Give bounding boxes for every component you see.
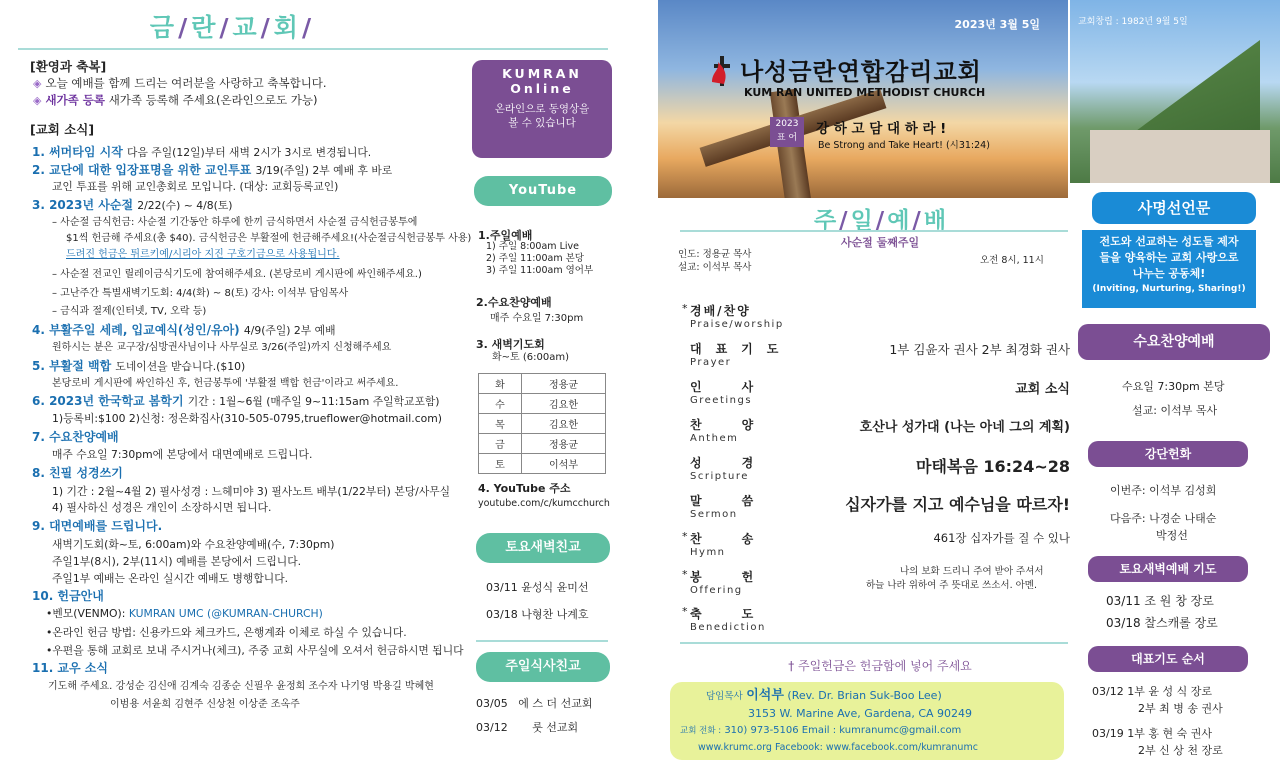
mission-text: 전도와 선교하는 성도들 제자들을 양육하는 교회 사랑으로 나누는 공동체! [1099, 235, 1239, 280]
news-item: 4. 부활주일 세례, 입교예식(성인/유아) 4/9(주일) 2부 예배 [32, 323, 336, 337]
altar-next: 다음주: 나경순 나태순 [1110, 512, 1217, 525]
news-sub: 4) 필사하신 성경은 개인이 소장하시면 됩니다. [52, 501, 272, 514]
youtube-button[interactable]: YouTube [474, 176, 612, 206]
news-sub: – 사순절 금식헌금: 사순절 기간동안 하루에 한끼 금식하면서 사순절 금식헌금봉투에 [52, 217, 418, 228]
left-column [0, 0, 472, 777]
wed-label: 수요찬양예배 [1078, 324, 1270, 360]
rep-item: 03/12 1부 윤 성 식 장로 [1092, 685, 1212, 698]
sunday-item: 1) 주일 8:00am Live [486, 241, 579, 252]
footer-pastor: 담임목사 이석부 (Rev. Dr. Brian Suk-Boo Lee) [706, 688, 942, 703]
table-row: 금 정용균 [479, 434, 606, 454]
news-item: 8. 친필 성경쓰기 [32, 466, 123, 480]
founded-date: 교회창립 : 1982년 9월 5일 [1078, 17, 1188, 27]
worship-time: 오전 8시, 11시 [980, 255, 1044, 266]
flame-cross-icon [710, 56, 734, 80]
news-sub: 주일1부 예배는 온라인 실시간 예배도 병행합니다. [52, 572, 289, 585]
sunday-item: 3) 주일 11:00am 영어부 [486, 265, 594, 276]
news-sub: – 금식과 절제(인터넷, TV, 오락 등) [52, 306, 207, 317]
worship-item: 인사 Greetings 교회 소식 [690, 380, 1070, 406]
motto-kr: 강 하 고 담 대 하 라 ! [816, 121, 947, 137]
news-item: 3. 2023년 사순절 2/22(수) ~ 4/8(토) [32, 198, 233, 212]
news-item: 11. 교우 소식 [32, 661, 108, 675]
news-sub: $1씩 헌금해 주세요(총 $40). 금식헌금은 부활절에 헌금해주세요!(사순절금식헌금봉투 사용) [66, 233, 472, 244]
wed-time: 매주 수요일 7:30pm [490, 313, 584, 324]
diamond-icon: ◈ [33, 77, 42, 90]
table-row: 수 김요한 [479, 394, 606, 414]
divider [476, 640, 608, 642]
news-item: 10. 헌금안내 [32, 589, 104, 603]
news-sub: 매주 수요일 7:30pm에 본당에서 대면예배로 드립니다. [52, 448, 313, 461]
sunday-meal-label: 주일식사친교 [476, 652, 610, 682]
yt-addr-title: 4. YouTube 주소 [478, 482, 571, 495]
worship-item: * 봉헌 Offering [682, 568, 794, 596]
news-sub-link[interactable]: 드려진 헌금은 튀르키예/시리아 지진 구호기금으로 사용됩니다. [66, 249, 340, 260]
worship-item: * 축도 Benediction [682, 605, 794, 633]
dawn-prayer-table [478, 373, 606, 474]
title-char: 회 [273, 13, 299, 42]
news-sub: 1) 기간 : 2월~4월 2) 필사성경 : 느헤미야 3) 필사노트 배부(1/22부터) 본당/사무실 [52, 485, 451, 498]
worship-item: 찬양 Anthem 호산나 성가대 (나는 아네 그의 계획) [690, 418, 1070, 444]
sunday-title: 1.주일예배 [478, 229, 533, 242]
online-desc: 온라인으로 동영상을 볼 수 있습니다 [494, 103, 590, 129]
wall-shape [1090, 130, 1270, 183]
divider [680, 642, 1068, 644]
worship-item: 말씀 Sermon 십자가를 지고 예수님을 따르자! [690, 494, 1070, 520]
title-char: 금 [149, 13, 176, 42]
welcome-line: ◈ 오늘 예배를 함께 드리는 여러분을 사랑하고 축복합니다. [33, 76, 327, 90]
footer-phone: 교회 전화 : 310) 973-5106 Email : kumranumc@gmail.com [680, 725, 962, 736]
news-sub: – 고난주간 특별새벽기도회: 4/4(화) ~ 8(토) 강사: 이석부 담임목사 [52, 288, 349, 299]
news-item: 1. 써머타임 시작 다음 주일(12일)부터 새벽 2시가 3시로 변경됩니다. [32, 145, 372, 159]
news-sub: 주일1부(8시), 2부(11시) 예배를 본당에서 드립니다. [52, 555, 302, 568]
sunday-meal-item: 03/05 에 스 더 선교회 [476, 697, 593, 710]
wed-time: 수요일 7:30pm 본당 [1122, 380, 1225, 393]
welcome-line: ◈ 새가족 등록 새가족 등록해 주세요(온라인으로도 가능) [33, 93, 318, 107]
welcome-heading: [환영과 축복] [30, 59, 107, 74]
sat-fellowship-item: 03/11 윤성식 윤미선 [486, 581, 589, 594]
table-row: 목 김요한 [479, 414, 606, 434]
sunday-item: 2) 주일 11:00am 본당 [486, 253, 584, 264]
offering-note: † 주일헌금은 헌금함에 넣어 주세요 [788, 659, 972, 673]
online-title: KUMRAN [502, 66, 582, 81]
worship-item: * 경배/찬양 Praise/worship [682, 302, 784, 330]
altar-next: 박정선 [1156, 529, 1188, 542]
worship-item: 대표기도 Prayer 1부 김윤자 권사 2부 최경화 권사 [690, 342, 1070, 368]
news-sub: 교인 투표를 위해 교인총회로 모입니다. (대상: 교회등록교인) [52, 180, 339, 193]
table-row: 토 이석부 [479, 454, 606, 474]
table-row: 화 정용균 [479, 374, 606, 394]
rep-item: 2부 최 병 송 권사 [1138, 702, 1223, 715]
news-sub: •우편을 통해 교회로 보내 주시거나(체크), 주중 교회 사무실에 오셔서 헌금하시면 됩니다 [46, 644, 464, 657]
church-name-kr: 나성금란연합감리교회 [740, 58, 982, 86]
offering-text: 하늘 나라 위하여 주 뜻대로 쓰소서. 아멘. [866, 580, 1037, 591]
sat-dawn-item: 03/11 조 원 창 장로 [1106, 594, 1214, 608]
news-sub: •온라인 헌금 방법: 신용카드와 체크카드, 은행계좌 이체로 하실 수 있습니다. [46, 626, 407, 639]
banner-image [658, 0, 1068, 198]
news-item: 7. 수요찬양예배 [32, 430, 119, 444]
news-sub: •벤모(VENMO): KUMRAN UMC (@KUMRAN-CHURCH) [46, 607, 323, 620]
divider [18, 48, 608, 50]
motto-badge: 2023 표 어 [770, 117, 804, 147]
worship-preacher: 설교: 이석부 목사 [678, 262, 752, 273]
sat-dawn-item: 03/18 찰스캐롤 장로 [1106, 616, 1218, 630]
sat-fellowship-label: 토요새벽친교 [476, 533, 610, 563]
church-title: 금 / 란 / 교 / 회 / [149, 13, 313, 42]
news-item: 2. 교단에 대한 입장표명을 위한 교인투표 3/19(주일) 2부 예배 후 바로 [32, 163, 393, 177]
church-photo [1070, 0, 1280, 183]
worship-title: 주 / 일 / 예 / 배 [813, 208, 947, 234]
yt-addr-link[interactable]: youtube.com/c/kumcchurch [478, 498, 610, 509]
title-char: 교 [232, 13, 258, 42]
altar-this: 이번주: 이석부 김성희 [1110, 484, 1217, 497]
mission-box [1082, 230, 1256, 308]
footer-address: 3153 W. Marine Ave, Gardena, CA 90249 [748, 707, 973, 720]
news-heading: [교회 소식] [30, 122, 95, 137]
news-item: 9. 대면예배를 드립니다. [32, 519, 163, 533]
sunday-meal-item: 03/12 룻 선교회 [476, 721, 579, 734]
rep-item: 03/19 1부 홍 현 숙 권사 [1092, 727, 1212, 740]
dawn-time: 화~토 (6:00am) [492, 352, 570, 363]
worship-subtitle: 사순절 둘째주일 [840, 236, 920, 249]
bulletin-date: 2023년 3월 5일 [954, 18, 1040, 31]
news-sub: 본당로비 게시판에 싸인하신 후, 헌금봉투에 '부활절 백합 헌금'이라고 써주세요. [52, 378, 399, 389]
title-char: 란 [191, 13, 217, 42]
news-item: 5. 부활절 백합 도네이션을 받습니다.($10) [32, 359, 246, 373]
news-item: 6. 2023년 한국학교 봄학기 기간 : 1월~6월 (매주일 9~11:15am 주일학교포함) [32, 394, 440, 408]
wed-title: 2.수요찬양예배 [476, 296, 552, 309]
news-sub: 기도해 주세요. 강성순 김신애 김계숙 김종순 신필우 윤정희 조수자 나기영 박용길 박혜현 [48, 681, 434, 692]
mission-label: 사명선언문 [1092, 192, 1256, 224]
online-title: Online [510, 81, 574, 96]
news-sub: – 사순절 전교인 릴레이금식기도에 참여해주세요. (본당로비 게시판에 싸인해주세요.) [52, 269, 422, 280]
footer-box [670, 682, 1064, 760]
news-sub: 원하시는 분은 교구장/심방권사님이나 사무실로 3/26(주일)까지 신청해주세요 [52, 342, 392, 353]
footer-web[interactable]: www.krumc.org Facebook: www.facebook.com/kumranumc [698, 742, 978, 753]
motto-en: Be Strong and Take Heart! (시31:24) [818, 140, 990, 151]
altar-label: 강단헌화 [1088, 441, 1248, 467]
church-name-en: KUM RAN UNITED METHODIST CHURCH [744, 86, 986, 99]
news-sub: 새벽기도회(화~토, 6:00am)와 수요찬양예배(수, 7:30pm) [52, 538, 335, 551]
wed-preacher: 설교: 이석부 목사 [1132, 404, 1218, 417]
sat-fellowship-item: 03/18 나형찬 나계호 [486, 608, 589, 621]
news-sub: 이범용 서윤희 김현주 신상천 이상준 조옥주 [110, 699, 300, 710]
offering-text: 나의 보화 드리니 주여 받아 주셔서 [900, 566, 1044, 577]
venmo-link[interactable]: KUMRAN UMC (@KUMRAN-CHURCH) [128, 607, 323, 620]
sat-dawn-label: 토요새벽예배 기도 [1088, 556, 1248, 582]
worship-item: * 찬송 Hymn 461장 십자가를 질 수 있나 [682, 530, 1070, 558]
rep-item: 2부 신 상 천 장로 [1138, 744, 1223, 757]
diamond-icon: ◈ [33, 94, 42, 107]
online-box [472, 60, 612, 158]
divider [680, 230, 1068, 232]
worship-item: 성경 Scripture 마태복음 16:24~28 [690, 456, 1070, 482]
news-sub: 1)등록비:$100 2)신청: 정은화집사(310-505-0795,trueflower@hotmail.com) [52, 412, 442, 425]
worship-leader: 인도: 정용균 목사 [678, 249, 752, 260]
rep-label: 대표기도 순서 [1088, 646, 1248, 672]
mission-en: (Inviting, Nurturing, Sharing!) [1092, 284, 1246, 294]
dawn-title: 3. 새벽기도회 [476, 338, 545, 351]
